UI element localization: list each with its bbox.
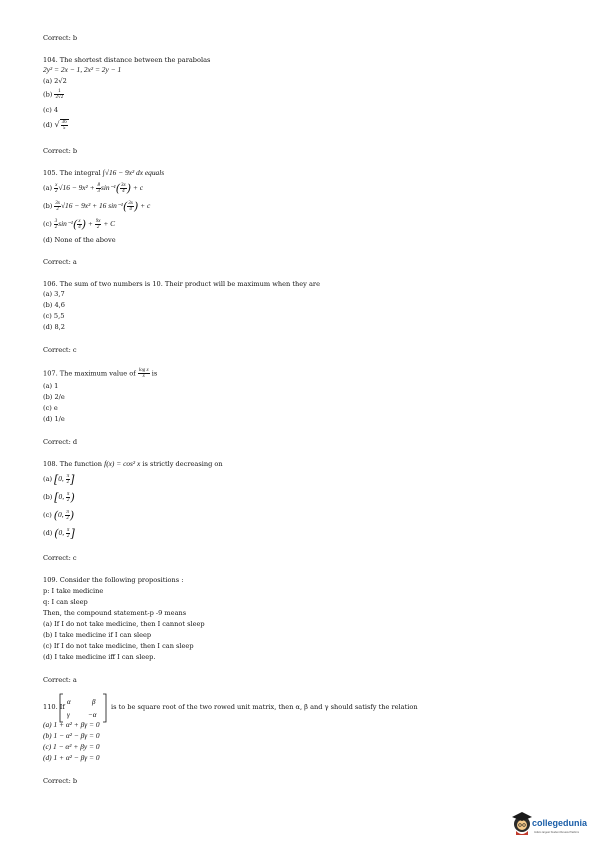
option-106-a: (a) 3,7 bbox=[43, 290, 65, 298]
option-108-d: (d) (0, $\frac{\pi}{2}$ ] bbox=[43, 527, 75, 540]
answer-107: Correct: d bbox=[43, 438, 78, 446]
option-107-c: (c) e bbox=[43, 404, 58, 412]
option-104-b: (b) $\frac{1}{2√2}$ bbox=[43, 89, 64, 100]
option-107-b: (b) 2/e bbox=[43, 393, 65, 401]
option-104-d: (d) √ $\frac{36}{5}$ bbox=[43, 120, 67, 131]
option-108-c: (c) (0, $\frac{\pi}{2}$ ) bbox=[43, 509, 75, 522]
answer-top: Correct: b bbox=[43, 34, 78, 42]
matrix-cell-d: −α bbox=[88, 711, 97, 719]
answer-110: Correct: b bbox=[43, 777, 78, 785]
question-109: 109. Consider the following propositions : bbox=[43, 576, 184, 584]
matrix-cell-b: β bbox=[92, 698, 96, 706]
question-105: 105. The integral ∫√16 − 9x² dx equals bbox=[43, 168, 165, 177]
question-107: 107. The maximum value of $\frac{\text{log x}}{x}$ is bbox=[43, 368, 158, 379]
option-107-a: (a) 1 bbox=[43, 382, 59, 390]
matrix-110 bbox=[59, 693, 107, 723]
logo-tagline: India's largest Student Review Platform bbox=[534, 831, 580, 834]
option-110-b: (b) 1 − α² − βγ = 0 bbox=[43, 731, 100, 740]
option-109-d: (d) I take medicine iff I can sleep. bbox=[43, 653, 156, 661]
option-106-b: (b) 4,6 bbox=[43, 301, 65, 309]
graduate-cap-icon bbox=[512, 812, 532, 835]
matrix-cell-c: γ bbox=[67, 711, 70, 719]
question-110-prefix: 110. If bbox=[43, 703, 65, 711]
option-110-d: (d) 1 + α² − βγ = 0 bbox=[43, 753, 100, 762]
matrix-cell-a: α bbox=[67, 698, 71, 706]
option-106-c: (c) 5,5 bbox=[43, 312, 65, 320]
collegedunia-logo bbox=[510, 807, 595, 842]
option-108-b: (b) [0, $\frac{\pi}{2}$ ) bbox=[43, 491, 75, 504]
line-109-3: Then, the compound statement-p -9 means bbox=[43, 609, 187, 617]
option-105-a: (a) $\frac{x}{2}$ √16 − 9x² + $\frac{8}{3}$ sin⁻¹( $\frac{3x}{4}$ ) + c bbox=[43, 182, 143, 195]
option-105-d: (d) None of the above bbox=[43, 236, 116, 244]
option-108-a: (a) [0, $\frac{\pi}{2}$ ] bbox=[43, 473, 75, 486]
line-109-1: p: I take medicine bbox=[43, 587, 104, 595]
option-110-a: (a) 1 + α² + βγ = 0 bbox=[43, 720, 100, 729]
option-104-c: (c) 4 bbox=[43, 106, 59, 114]
option-104-a: (a) 2√2 bbox=[43, 77, 67, 85]
option-106-d: (d) 8,2 bbox=[43, 323, 65, 331]
option-109-a: (a) If I do not take medicine, then I cannot sleep bbox=[43, 620, 205, 628]
question-108: 108. The function f(x) = cos² x is strictly decreasing on bbox=[43, 459, 223, 468]
option-105-c: (c) $\frac{3}{2}$ sin⁻¹( $\frac{x}{4}$ ) + $\frac{9x}{2}$ + C bbox=[43, 218, 116, 231]
option-110-c: (c) 1 − α² + βy = 0 bbox=[43, 742, 100, 751]
answer-108: Correct: c bbox=[43, 554, 77, 562]
option-107-d: (d) 1/e bbox=[43, 415, 65, 423]
option-109-c: (c) If I do not take medicine, then I can sleep bbox=[43, 642, 194, 650]
option-105-b: (b) $\frac{3x}{2}$ √16 − 9x² + 16 sin⁻¹( $\frac{3x}{4}$ ) + c bbox=[43, 200, 151, 213]
question-104: 104. The shortest distance between the parabolas bbox=[43, 56, 211, 64]
answer-104: Correct: b bbox=[43, 147, 78, 155]
question-106: 106. The sum of two numbers is 10. Their product will be maximum when they are bbox=[43, 280, 320, 288]
logo-name: collegedunia bbox=[532, 818, 588, 828]
option-109-b: (b) I take medicine if I can sleep bbox=[43, 631, 152, 639]
line-109-2: q: I can sleep bbox=[43, 598, 88, 606]
question-110: is to be square root of the two rowed unit matrix, then α, β and γ should satisfy the relation bbox=[111, 703, 418, 711]
answer-105: Correct: a bbox=[43, 258, 77, 266]
answer-109: Correct: a bbox=[43, 676, 77, 684]
equation-104: 2y² = 2x − 1, 2x² = 2y − 1 bbox=[43, 65, 122, 74]
answer-106: Correct: c bbox=[43, 346, 77, 354]
